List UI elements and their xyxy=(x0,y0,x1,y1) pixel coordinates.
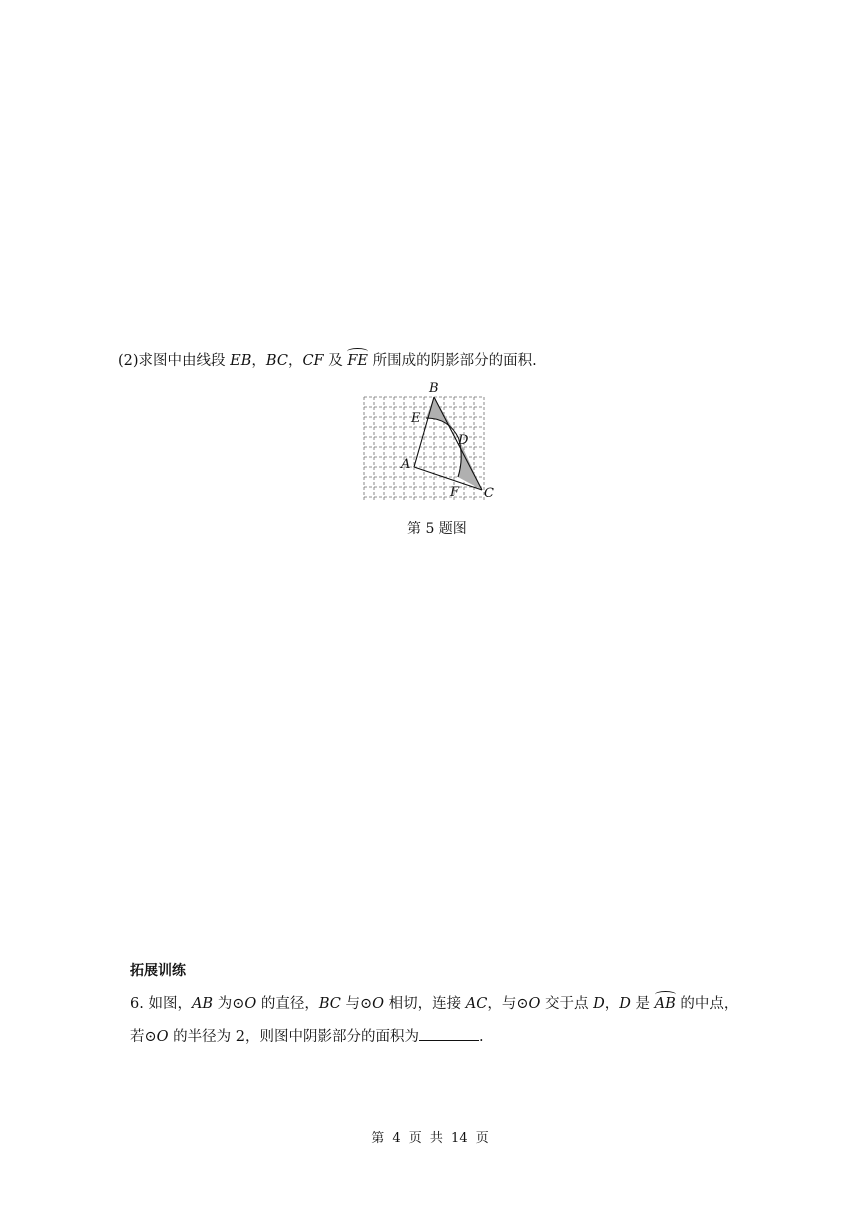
math-symbol: D xyxy=(619,996,631,1012)
comma: ， xyxy=(251,353,266,369)
problem5-part2-text xyxy=(118,351,537,371)
problem6-text: 的中点， xyxy=(675,996,739,1012)
comma: ， xyxy=(287,353,303,369)
segment-cf: CF xyxy=(302,353,324,369)
problem6-text: 与⊙ xyxy=(340,996,373,1012)
problem6-text: ， xyxy=(604,996,620,1012)
arc-fe: FE xyxy=(347,353,368,369)
problem6-line2-prefix: 若⊙ xyxy=(130,1029,157,1045)
figure-5-caption: 第 5 题图 xyxy=(407,521,467,537)
section-heading: 拓展训练 xyxy=(130,963,186,979)
problem5-part2-prefix: (2)求图中由线段 xyxy=(118,353,226,369)
answer-blank[interactable] xyxy=(419,1026,479,1041)
segment-bc: BC xyxy=(265,353,288,369)
problem6-text: 的直径， xyxy=(256,996,319,1012)
label-c: C xyxy=(484,486,494,501)
problem6-period: . xyxy=(479,1029,484,1045)
label-f: F xyxy=(450,485,460,500)
problem5-part2-suffix: 所围成的阴影部分的面积. xyxy=(367,353,537,369)
problem6-line1 xyxy=(130,994,738,1014)
math-symbol: D xyxy=(593,996,605,1012)
segment-eb: EB xyxy=(230,353,252,369)
label-e: E xyxy=(411,411,421,426)
problem6-text: 为⊙ xyxy=(213,996,245,1012)
problem6-text: 相切，连接 xyxy=(384,996,466,1012)
problem6-text: ，与⊙ xyxy=(487,996,529,1012)
math-symbol: BC xyxy=(318,996,341,1012)
figure-5-grid-diagram xyxy=(355,378,505,506)
page-footer: 第 4 页 共 14 页 xyxy=(371,1131,489,1146)
label-b: B xyxy=(429,381,439,396)
math-symbol: AB xyxy=(191,996,214,1012)
problem6-text: 是 xyxy=(630,996,655,1012)
math-symbol: O xyxy=(528,996,541,1012)
math-symbol: O xyxy=(372,996,385,1012)
math-symbol: O xyxy=(244,996,257,1012)
arc-ab: AB xyxy=(654,996,676,1012)
problem6-text: 交于点 xyxy=(540,996,594,1012)
problem6-line2 xyxy=(130,1026,484,1047)
problem6-text: 6. 如图， xyxy=(130,996,192,1012)
problem6-line2-mid: 的半径为 2，则图中阴影部分的面积为 xyxy=(168,1029,419,1045)
label-a: A xyxy=(401,457,411,472)
conjunction: 及 xyxy=(323,353,348,369)
math-symbol: AC xyxy=(465,996,488,1012)
circle-o: O xyxy=(156,1029,169,1045)
grid xyxy=(364,397,484,501)
label-d: D xyxy=(458,433,469,448)
